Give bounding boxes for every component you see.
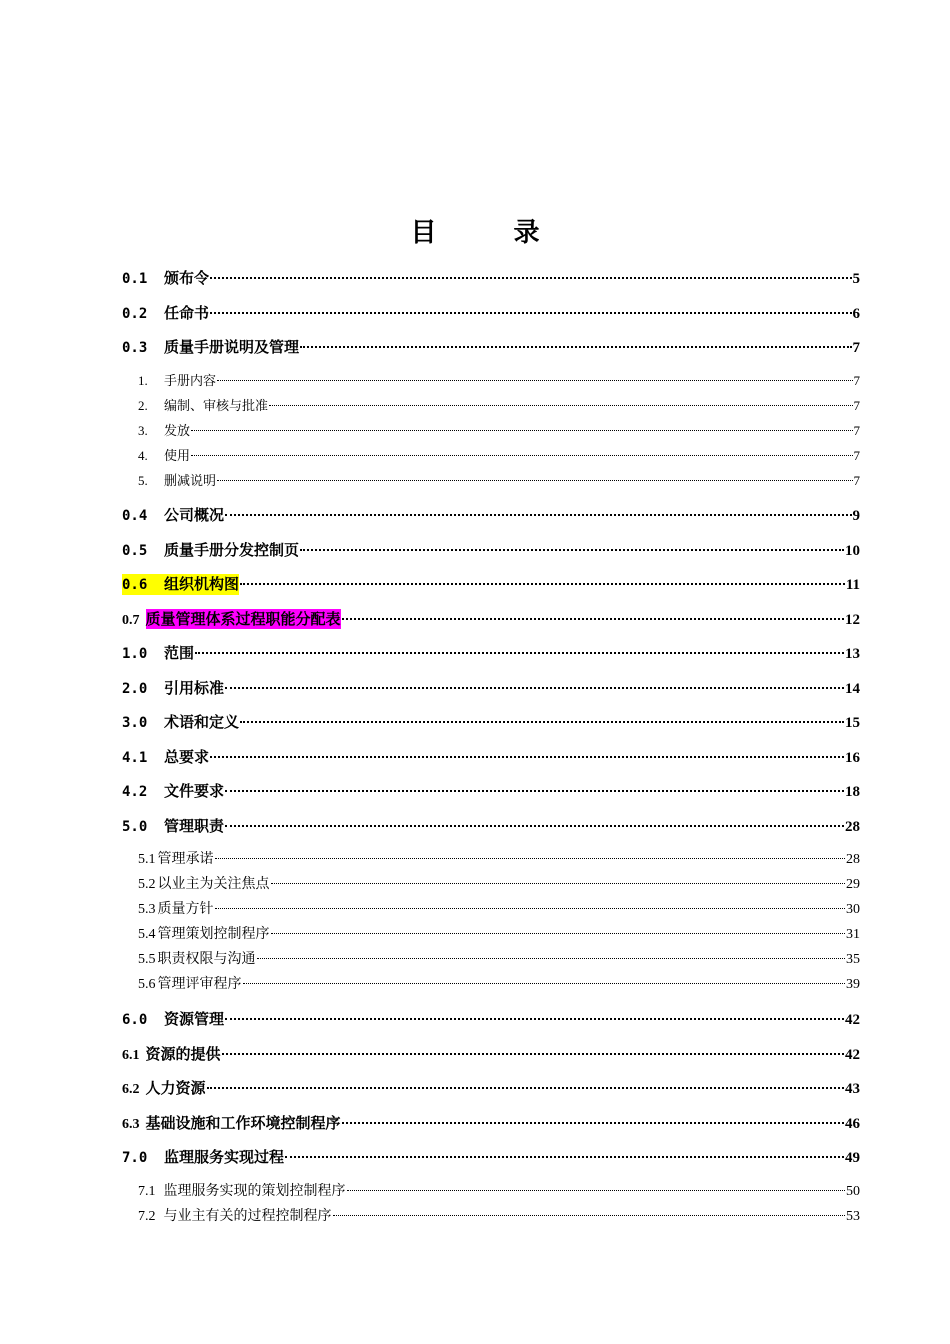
entry-number: 5. xyxy=(138,473,148,488)
entry-title: 管理策划控制程序 xyxy=(157,927,270,942)
dot-leader xyxy=(342,618,844,620)
entry-page: 9 xyxy=(852,508,860,524)
toc-entry[interactable] xyxy=(122,1078,860,1100)
dot-leader xyxy=(222,1053,844,1055)
entry-title: 质量管理体系过程职能分配表 xyxy=(145,610,341,628)
entry-page: 12 xyxy=(845,612,860,628)
entry-number: 1. xyxy=(138,373,148,388)
dot-leader xyxy=(347,1190,846,1191)
entry-number: 0.5 xyxy=(122,543,148,559)
entry-page: 11 xyxy=(845,577,860,593)
toc-subentry[interactable] xyxy=(138,1182,860,1202)
toc-entry[interactable] xyxy=(122,1113,860,1135)
entry-title: 资源管理 xyxy=(164,1010,225,1028)
entry-title: 人力资源 xyxy=(145,1079,206,1097)
entry-page: 7 xyxy=(853,398,860,413)
dot-leader xyxy=(217,480,852,481)
dot-leader xyxy=(257,958,846,959)
dot-leader xyxy=(333,1215,846,1216)
entry-page: 46 xyxy=(845,1116,860,1132)
toc-subentry[interactable] xyxy=(138,950,860,970)
entry-number: 5.4 xyxy=(138,927,156,942)
toc-entry[interactable] xyxy=(122,678,860,699)
entry-number: 7.2 xyxy=(138,1209,156,1224)
dot-leader xyxy=(285,1156,844,1158)
dot-leader xyxy=(300,346,851,348)
entry-title: 监理服务实现过程 xyxy=(164,1148,285,1166)
yellow-highlight xyxy=(122,574,239,595)
entry-page: 5 xyxy=(852,271,860,287)
entry-title: 颁布令 xyxy=(164,269,210,287)
toc-subentry[interactable] xyxy=(138,900,860,920)
entry-number: 5.6 xyxy=(138,977,156,992)
dot-leader xyxy=(191,455,852,456)
toc-subentry[interactable] xyxy=(138,421,860,442)
entry-page: 18 xyxy=(845,784,860,800)
entry-page: 35 xyxy=(846,952,860,967)
entry-title: 编制、审核与批准 xyxy=(164,399,269,414)
toc-subentry[interactable] xyxy=(138,396,860,417)
dot-leader xyxy=(225,790,844,792)
entry-number: 5.0 xyxy=(122,819,148,835)
toc-subentry[interactable] xyxy=(138,446,860,467)
entry-page: 7 xyxy=(853,473,860,488)
entry-number: 5.1 xyxy=(138,852,156,867)
entry-number: 0.7 xyxy=(122,613,140,628)
page-title: 目 录 xyxy=(410,218,574,248)
entry-number: 6.3 xyxy=(122,1117,140,1132)
entry-number: 3.0 xyxy=(122,715,148,731)
toc-subentry[interactable] xyxy=(138,925,860,945)
entry-title: 总要求 xyxy=(164,748,210,766)
dot-leader xyxy=(191,430,852,431)
toc-entry[interactable] xyxy=(122,781,860,802)
entry-title: 管理职责 xyxy=(164,817,225,835)
entry-page: 10 xyxy=(845,543,860,559)
entry-title: 管理评审程序 xyxy=(157,977,242,992)
dot-leader xyxy=(225,825,844,827)
toc-subentry[interactable] xyxy=(138,471,860,492)
entry-number: 0.2 xyxy=(122,306,148,322)
entry-title: 引用标准 xyxy=(164,679,225,697)
toc-subentry[interactable] xyxy=(138,975,860,995)
dot-leader xyxy=(240,583,845,585)
toc-entry[interactable] xyxy=(122,303,860,324)
entry-page: 16 xyxy=(845,750,860,766)
entry-page: 28 xyxy=(845,819,860,835)
entry-title: 公司概况 xyxy=(164,506,225,524)
toc-entry-highlighted[interactable] xyxy=(122,609,860,631)
entry-page: 42 xyxy=(845,1047,860,1063)
entry-number: 0.3 xyxy=(122,340,148,356)
toc-entry[interactable] xyxy=(122,540,860,561)
entry-title: 与业主有关的过程控制程序 xyxy=(163,1209,332,1224)
toc-entry[interactable] xyxy=(122,337,860,358)
entry-number: 4. xyxy=(138,448,148,463)
dot-leader xyxy=(342,1122,844,1124)
entry-title: 管理承诺 xyxy=(157,852,214,867)
entry-title: 发放 xyxy=(164,424,191,439)
toc-entry[interactable] xyxy=(122,747,860,768)
toc-entry[interactable] xyxy=(122,1044,860,1066)
dot-leader xyxy=(217,380,852,381)
entry-title: 质量手册分发控制页 xyxy=(164,541,300,559)
entry-title: 任命书 xyxy=(164,304,210,322)
entry-page: 14 xyxy=(845,681,860,697)
dot-leader xyxy=(225,687,844,689)
dot-leader xyxy=(210,312,851,314)
dot-leader xyxy=(240,721,844,723)
entry-number: 3. xyxy=(138,423,148,438)
entry-page: 28 xyxy=(846,852,860,867)
entry-title: 手册内容 xyxy=(164,374,217,389)
toc-subentry[interactable] xyxy=(138,850,860,870)
entry-page: 42 xyxy=(845,1012,860,1028)
entry-number: 5.5 xyxy=(138,952,156,967)
toc-subentry[interactable] xyxy=(138,1207,860,1227)
entry-page: 7 xyxy=(853,373,860,388)
dot-leader xyxy=(243,983,846,984)
entry-number: 6.2 xyxy=(122,1082,140,1097)
entry-page: 29 xyxy=(846,877,860,892)
entry-page: 30 xyxy=(846,902,860,917)
entry-number: 0.4 xyxy=(122,508,148,524)
dot-leader xyxy=(271,883,846,884)
dot-leader xyxy=(269,405,852,406)
entry-page: 53 xyxy=(846,1209,860,1224)
entry-number: 7.0 xyxy=(122,1150,148,1166)
dot-leader xyxy=(210,756,844,758)
toc-entry-highlighted[interactable] xyxy=(122,574,860,595)
toc-entry[interactable] xyxy=(122,643,860,664)
dot-leader xyxy=(215,858,846,859)
toc-entry[interactable] xyxy=(122,505,860,526)
dot-leader xyxy=(225,514,851,516)
entry-page: 49 xyxy=(845,1150,860,1166)
entry-page: 13 xyxy=(845,646,860,662)
entry-number: 1.0 xyxy=(122,646,148,662)
entry-page: 6 xyxy=(852,306,860,322)
toc-subentry[interactable] xyxy=(138,371,860,392)
toc-entry[interactable] xyxy=(122,816,860,837)
entry-number: 4.1 xyxy=(122,750,148,766)
entry-page: 39 xyxy=(846,977,860,992)
entry-number: 0.6 xyxy=(122,577,148,593)
entry-number: 6.1 xyxy=(122,1048,140,1063)
entry-number: 2.0 xyxy=(122,681,148,697)
entry-title: 质量手册说明及管理 xyxy=(164,338,300,356)
entry-title: 使用 xyxy=(164,449,191,464)
entry-page: 7 xyxy=(852,340,860,356)
entry-page: 43 xyxy=(845,1081,860,1097)
dot-leader xyxy=(300,549,844,551)
entry-number: 5.2 xyxy=(138,877,156,892)
toc-entry[interactable] xyxy=(122,1147,860,1168)
entry-page: 15 xyxy=(845,715,860,731)
dot-leader xyxy=(195,652,844,654)
entry-title: 资源的提供 xyxy=(145,1045,221,1063)
entry-title: 以业主为关注焦点 xyxy=(157,877,270,892)
entry-title: 删减说明 xyxy=(164,474,217,489)
toc-entry[interactable] xyxy=(122,1009,860,1030)
entry-page: 31 xyxy=(846,927,860,942)
entry-title: 基础设施和工作环境控制程序 xyxy=(145,1114,341,1132)
toc-entry[interactable] xyxy=(122,712,860,733)
entry-page: 50 xyxy=(846,1184,860,1199)
entry-number: 5.3 xyxy=(138,902,156,917)
entry-page: 7 xyxy=(853,423,860,438)
entry-title: 术语和定义 xyxy=(164,713,240,731)
entry-number: 0.1 xyxy=(122,271,148,287)
dot-leader xyxy=(225,1018,844,1020)
toc-subentry[interactable] xyxy=(138,875,860,895)
entry-number: 4.2 xyxy=(122,784,148,800)
entry-title: 监理服务实现的策划控制程序 xyxy=(163,1184,346,1199)
dot-leader xyxy=(207,1087,844,1089)
entry-number: 6.0 xyxy=(122,1012,148,1028)
toc-entry[interactable] xyxy=(122,268,860,289)
entry-title: 职责权限与沟通 xyxy=(157,952,256,967)
entry-number: 2. xyxy=(138,398,148,413)
dot-leader xyxy=(210,277,851,279)
dot-leader xyxy=(271,933,846,934)
dot-leader xyxy=(215,908,846,909)
entry-title: 质量方针 xyxy=(157,902,214,917)
entry-title: 组织机构图 xyxy=(164,575,240,593)
entry-page: 7 xyxy=(853,448,860,463)
entry-number: 7.1 xyxy=(138,1184,156,1199)
entry-title: 范围 xyxy=(164,644,195,662)
entry-title: 文件要求 xyxy=(164,782,225,800)
